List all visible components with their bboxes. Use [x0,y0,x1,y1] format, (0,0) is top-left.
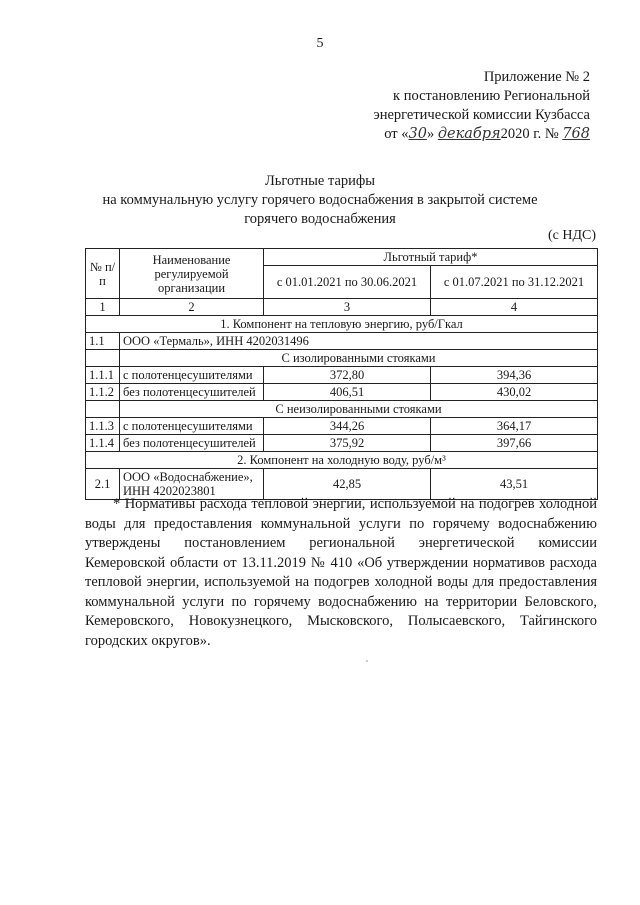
col-number: 1 [86,299,120,316]
row-value-1: 406,51 [264,384,431,401]
date-mid: » [426,126,438,142]
row-name: без полотенцесушителей [120,435,264,452]
row-value-1: 344,26 [264,418,431,435]
header-org: Наименование регулируемой организации [120,249,264,299]
title-line-1: Льготные тарифы [264,173,376,189]
row-num: 1.1.1 [86,367,120,384]
appendix-line-1: Приложение № 2 [483,69,590,85]
document-title [60,172,580,229]
tariff-table [85,248,598,500]
row-name: с полотенцесушителями [120,418,264,435]
row-name: без полотенцесушителей [120,384,264,401]
row-value-2: 430,02 [431,384,598,401]
appendix-date-line [290,125,590,144]
table-row [86,367,598,384]
empty-cell [86,401,120,418]
section-1-title: 1. Компонент на тепловую энергию, руб/Гкал [86,316,598,333]
header-tariff: Льготный тариф* [264,249,598,266]
page-number: 5 [316,36,324,51]
row-name: с полотенцесушителями [120,367,264,384]
row-value-1: 372,80 [264,367,431,384]
org-1-name: ООО «Термаль», ИНН 4202031496 [120,333,598,350]
row-value-2: 397,66 [431,435,598,452]
row-num: 1.1.4 [86,435,120,452]
org-2-value-2: 43,51 [431,469,598,500]
subsection-row [86,401,598,418]
title-line-2: на коммунальную услугу горячего водоснабжения в закрытой системе [102,192,538,208]
date-prefix: от « [384,126,409,142]
appendix-header [290,68,590,144]
date-month-handwritten: декабря [437,126,501,142]
table-row [86,384,598,401]
empty-cell [86,350,120,367]
scan-speck [366,660,368,662]
col-number: 3 [264,299,431,316]
table-row [86,418,598,435]
header-num: № п/п [86,249,120,299]
subsection-1-title: С изолированными стояками [120,350,598,367]
section-2-title: 2. Компонент на холодную воду, руб/м³ [86,452,598,469]
header-period-1: с 01.01.2021 по 30.06.2021 [264,266,431,299]
appendix-line-3: энергетической комиссии Кузбасса [373,107,590,123]
org-row [86,333,598,350]
appendix-line-2: к постановлению Региональной [393,88,590,104]
section-row [86,316,598,333]
date-day-handwritten: 30 [408,126,427,142]
vat-note: (с НДС) [547,228,596,243]
row-num: 1.1.3 [86,418,120,435]
footnote: * Нормативы расхода тепловой энергии, используемой на подогрев холодной воды для предоставления коммунальной услуги по горячему водоснабжению утверждены постановлением региональной энергетической комиссии Кемеровской области от 13.11.2019 № 410 «Об утверждении нормативов расхода тепловой энергии, используемой на подогрев холодной воды для предоставления коммунальной услуги по горячему водоснабжению на территории Беловского, Кемеровского, Новокузнецкого, Мысковского, Полысаевского, Тайгинского городских округов». [85,496,597,649]
org-2-name: ООО «Водоснабжение», ИНН 4202023801 [120,469,264,500]
document-number-handwritten: 768 [562,126,590,142]
table-header-row [86,249,598,266]
date-year: 2020 г. № [500,126,563,142]
org-2-value-1: 42,85 [264,469,431,500]
title-line-3: горячего водоснабжения [244,211,396,227]
org-1-num: 1.1 [86,333,120,350]
row-num: 1.1.2 [86,384,120,401]
col-number: 4 [431,299,598,316]
column-number-row [86,299,598,316]
subsection-row [86,350,598,367]
org-2-num: 2.1 [86,469,120,500]
row-value-2: 394,36 [431,367,598,384]
row-value-2: 364,17 [431,418,598,435]
col-number: 2 [120,299,264,316]
row-value-1: 375,92 [264,435,431,452]
subsection-2-title: С неизолированными стояками [120,401,598,418]
header-period-2: с 01.07.2021 по 31.12.2021 [431,266,598,299]
section-row [86,452,598,469]
table-row [86,435,598,452]
